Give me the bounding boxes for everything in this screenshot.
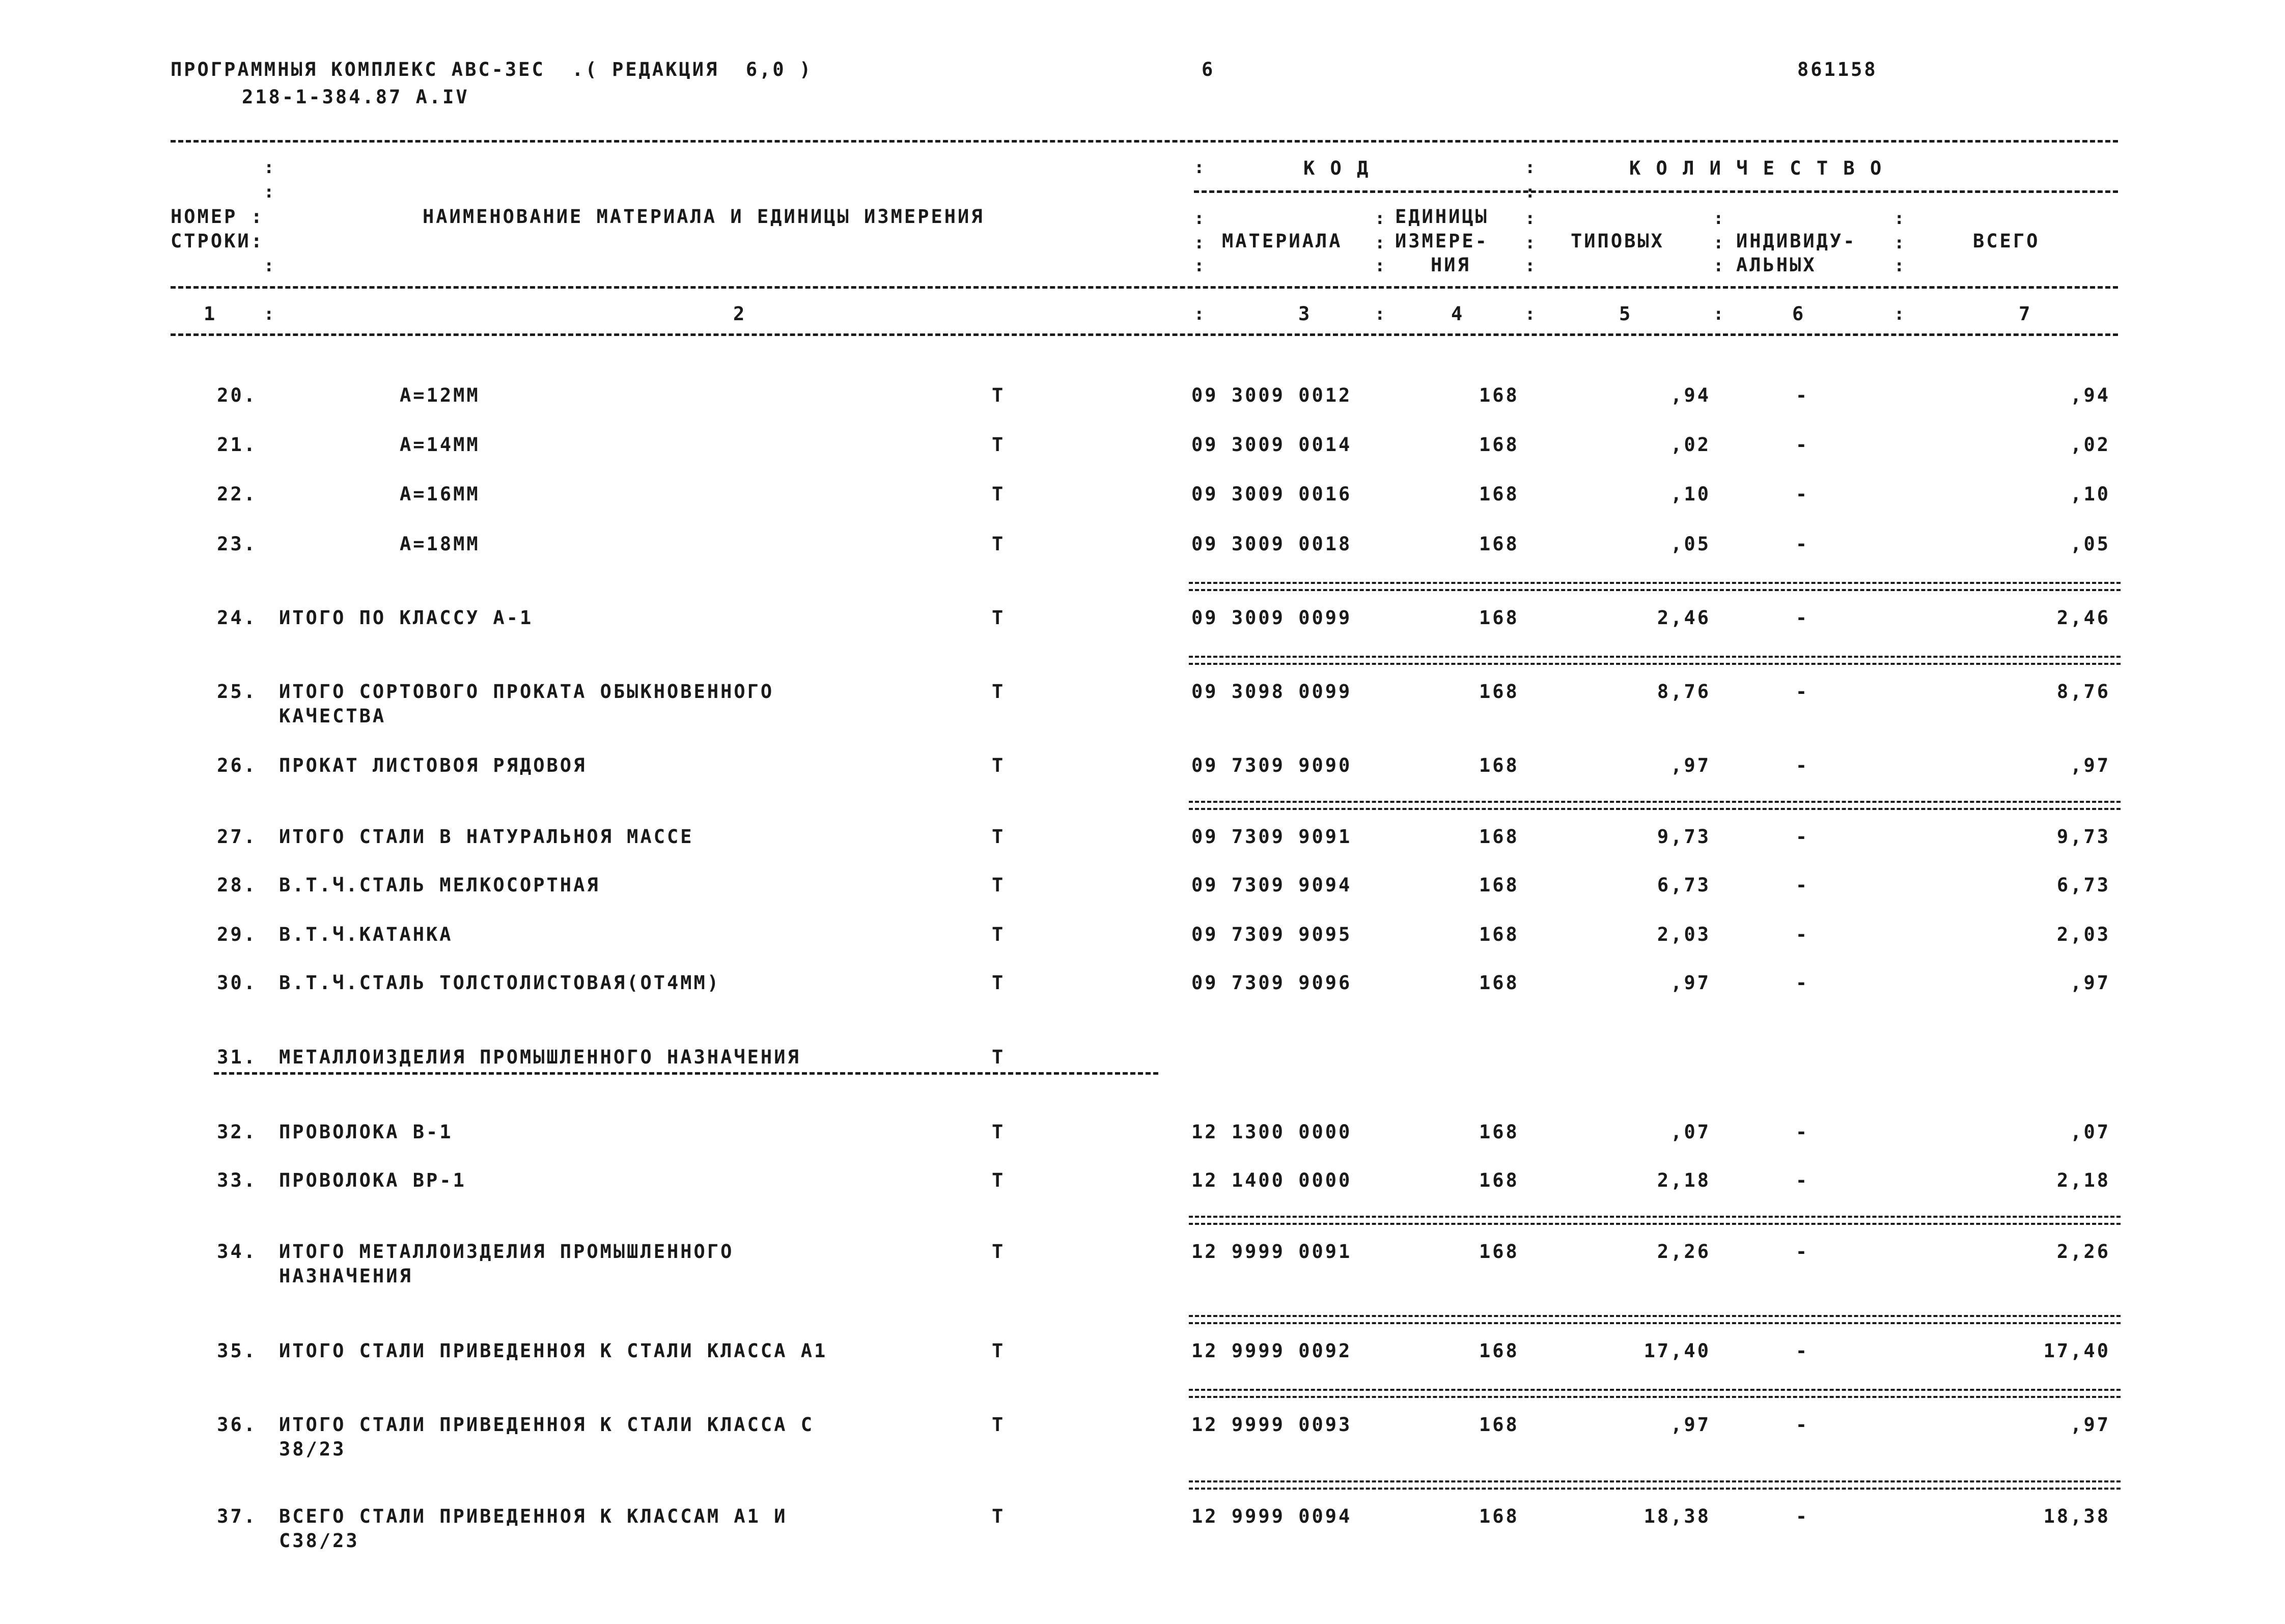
unit-code: 168 [1479,1414,1519,1436]
col-individual-label-1: ИНДИВИДУ- [1736,230,1857,252]
col-row-number-label-1: НОМЕР : [171,206,264,228]
material-code: 09 3009 0099 [1191,607,1352,629]
material-name-cont: КАЧЕСТВА [279,705,386,727]
material-name: ПРОВОЛОКА ВР-1 [279,1169,466,1191]
total-separator [1189,1315,2121,1324]
material-code: 09 7309 9091 [1191,826,1352,848]
document-code: 218-1-384.87 А.IV [242,86,469,108]
col-number-3: 3 [1298,303,1312,325]
row-number: 35. [217,1340,257,1362]
header-mid-rule [171,286,2118,289]
material-name: ИТОГО СТАЛИ ПРИВЕДЕННОЯ К СТАЛИ КЛАССА А1 [279,1340,828,1362]
material-name: ИТОГО СТАЛИ ПРИВЕДЕННОЯ К СТАЛИ КЛАССА С [279,1414,815,1436]
material-name: ПРОКАТ ЛИСТОВОЯ РЯДОВОЯ [279,754,587,776]
material-code: 12 9999 0091 [1191,1241,1352,1263]
col-number-5: 5 [1619,303,1633,325]
typical-quantity: 17,40 [1643,1340,1711,1362]
col-name-label: НАИМЕНОВАНИЕ МАТЕРИАЛА И ЕДИНИЦЫ ИЗМЕРЕНИЯ [423,206,985,228]
total-quantity: 2,26 [2056,1241,2110,1263]
typical-quantity: 6,73 [1657,874,1711,896]
total-quantity: ,05 [2070,533,2110,555]
unit-code: 168 [1479,972,1519,994]
individual-quantity: - [1795,972,1809,994]
material-code: 09 7309 9096 [1191,972,1352,994]
typical-quantity: 2,18 [1657,1169,1711,1191]
total-separator [1189,582,2121,591]
col-row-number-label-2: СТРОКИ: [171,230,264,252]
col-number-4: 4 [1451,303,1465,325]
unit-code: 168 [1479,826,1519,848]
material-code: 09 3009 0016 [1191,483,1352,505]
material-code: 09 3098 0099 [1191,681,1352,703]
unit-of-measure: Т [992,1121,1006,1143]
total-separator [1189,801,2121,810]
typical-quantity: 9,73 [1657,826,1711,848]
typical-quantity: 18,38 [1643,1505,1711,1527]
typical-quantity: 2,46 [1657,607,1711,629]
header-bottom-rule [171,333,2118,336]
unit-code: 168 [1479,533,1519,555]
individual-quantity: - [1795,1505,1809,1527]
unit-of-measure: Т [992,754,1006,776]
material-name: В.Т.Ч.СТАЛЬ МЕЛКОСОРТНАЯ [279,874,600,896]
material-name: ИТОГО ПО КЛАССУ А-1 [279,607,534,629]
material-code: 09 3009 0014 [1191,434,1352,456]
unit-of-measure: Т [992,1169,1006,1191]
material-code: 12 1300 0000 [1191,1121,1352,1143]
material-code: 09 7309 9094 [1191,874,1352,896]
unit-of-measure: Т [992,923,1006,945]
material-code: 09 7309 9095 [1191,923,1352,945]
typical-quantity: 2,03 [1657,923,1711,945]
unit-of-measure: Т [992,384,1006,406]
unit-of-measure: Т [992,483,1006,505]
material-name: А=18ММ [400,533,480,555]
total-quantity: 2,46 [2056,607,2110,629]
material-name: В.Т.Ч.КАТАНКА [279,923,453,945]
unit-code: 168 [1479,1169,1519,1191]
unit-code: 168 [1479,434,1519,456]
typical-quantity: ,05 [1670,533,1711,555]
individual-quantity: - [1795,1169,1809,1191]
total-quantity: ,02 [2070,434,2110,456]
row-number: 33. [217,1169,257,1191]
row-number: 24. [217,607,257,629]
material-code: 09 3009 0018 [1191,533,1352,555]
unit-code: 168 [1479,923,1519,945]
total-quantity: 8,76 [2056,681,2110,703]
individual-quantity: - [1795,874,1809,896]
unit-code: 168 [1479,1505,1519,1527]
row-number: 34. [217,1241,257,1263]
row-number: 22. [217,483,257,505]
material-name: МЕТАЛЛОИЗДЕЛИЯ ПРОМЫШЛЕННОГО НАЗНАЧЕНИЯ [279,1046,801,1068]
total-quantity: ,07 [2070,1121,2110,1143]
program-title: ПРОГРАММНЫЯ КОМПЛЕКС АВС-3ЕС .( РЕДАКЦИЯ 6,0 ) [171,59,813,80]
unit-code: 168 [1479,607,1519,629]
section-underline [214,1072,1158,1075]
unit-of-measure: Т [992,874,1006,896]
row-number: 37. [217,1505,257,1527]
total-quantity: 2,03 [2056,923,2110,945]
individual-quantity: - [1795,923,1809,945]
row-number: 28. [217,874,257,896]
typical-quantity: ,97 [1670,972,1711,994]
individual-quantity: - [1795,681,1809,703]
material-name: ИТОГО СТАЛИ В НАТУРАЛЬНОЯ МАССЕ [279,826,694,848]
material-code: 12 1400 0000 [1191,1169,1352,1191]
col-typical-label: ТИПОВЫХ [1571,230,1664,252]
material-code: 09 3009 0012 [1191,384,1352,406]
row-number: 27. [217,826,257,848]
header-top-rule [171,140,2118,143]
unit-of-measure: Т [992,972,1006,994]
col-unit-label-1: ЕДИНИЦЫ [1395,206,1489,228]
row-number: 23. [217,533,257,555]
row-number: 36. [217,1414,257,1436]
material-code: 12 9999 0093 [1191,1414,1352,1436]
unit-code: 168 [1479,874,1519,896]
material-name: А=16ММ [400,483,480,505]
col-number-6: 6 [1792,303,1806,325]
total-separator [1189,656,2121,665]
col-number-2: 2 [733,303,747,325]
total-quantity: 18,38 [2043,1505,2110,1527]
material-name: В.Т.Ч.СТАЛЬ ТОЛСТОЛИСТОВАЯ(ОТ4ММ) [279,972,721,994]
typical-quantity: ,07 [1670,1121,1711,1143]
unit-code: 168 [1479,384,1519,406]
total-quantity: ,94 [2070,384,2110,406]
row-number: 21. [217,434,257,456]
unit-of-measure: Т [992,533,1006,555]
unit-code: 168 [1479,483,1519,505]
document-number: 861158 [1797,59,1878,80]
total-quantity: ,10 [2070,483,2110,505]
typical-quantity: ,97 [1670,754,1711,776]
row-number: 26. [217,754,257,776]
total-quantity: 9,73 [2056,826,2110,848]
unit-of-measure: Т [992,434,1006,456]
unit-code: 168 [1479,681,1519,703]
material-code: 12 9999 0094 [1191,1505,1352,1527]
material-name-cont: НАЗНАЧЕНИЯ [279,1265,413,1287]
individual-quantity: - [1795,754,1809,776]
row-number: 25. [217,681,257,703]
material-name-cont: С38/23 [279,1530,359,1552]
total-quantity: 17,40 [2043,1340,2110,1362]
total-separator [1189,1216,2121,1225]
total-separator [1189,1480,2121,1490]
material-code: 09 7309 9090 [1191,754,1352,776]
row-number: 29. [217,923,257,945]
individual-quantity: - [1795,533,1809,555]
individual-quantity: - [1795,1121,1809,1143]
typical-quantity: 2,26 [1657,1241,1711,1263]
total-quantity: ,97 [2070,972,2110,994]
col-unit-label-2: ИЗМЕРЕ- [1395,230,1489,252]
individual-quantity: - [1795,483,1809,505]
material-name: ВСЕГО СТАЛИ ПРИВЕДЕННОЯ К КЛАССАМ А1 И [279,1505,788,1527]
unit-of-measure: Т [992,1505,1006,1527]
individual-quantity: - [1795,434,1809,456]
material-name: А=12ММ [400,384,480,406]
unit-of-measure: Т [992,1241,1006,1263]
col-individual-label-2: АЛЬНЫХ [1736,254,1817,276]
row-number: 20. [217,384,257,406]
total-quantity: ,97 [2070,1414,2110,1436]
unit-code: 168 [1479,1241,1519,1263]
unit-code: 168 [1479,754,1519,776]
col-total-label: ВСЕГО [1973,230,2040,252]
individual-quantity: - [1795,1340,1809,1362]
typical-quantity: ,02 [1670,434,1711,456]
individual-quantity: - [1795,1414,1809,1436]
material-name: ИТОГО СОРТОВОГО ПРОКАТА ОБЫКНОВЕННОГО [279,681,774,703]
individual-quantity: - [1795,1241,1809,1263]
row-number: 30. [217,972,257,994]
row-number: 31. [217,1046,257,1068]
col-number-7: 7 [2019,303,2032,325]
col-material-code-label: МАТЕРИАЛА [1222,230,1343,252]
unit-of-measure: Т [992,1340,1006,1362]
typical-quantity: 8,76 [1657,681,1711,703]
col-code-group-label: К О Д [1303,157,1371,179]
total-quantity: ,97 [2070,754,2110,776]
total-quantity: 6,73 [2056,874,2110,896]
page-number: 6 [1202,59,1215,80]
unit-code: 168 [1479,1340,1519,1362]
unit-of-measure: Т [992,826,1006,848]
header-group-rule [1194,190,2118,193]
material-code: 12 9999 0092 [1191,1340,1352,1362]
material-name-cont: 38/23 [279,1438,346,1460]
unit-of-measure: Т [992,607,1006,629]
individual-quantity: - [1795,826,1809,848]
col-number-1: 1 [204,303,217,325]
unit-of-measure: Т [992,1046,1006,1068]
typical-quantity: ,10 [1670,483,1711,505]
unit-code: 168 [1479,1121,1519,1143]
material-name: А=14ММ [400,434,480,456]
typical-quantity: ,97 [1670,1414,1711,1436]
col-unit-label-3: НИЯ [1431,254,1471,276]
individual-quantity: - [1795,607,1809,629]
individual-quantity: - [1795,384,1809,406]
total-quantity: 2,18 [2056,1169,2110,1191]
col-quantity-group-label: К О Л И Ч Е С Т В О [1629,157,1884,179]
unit-of-measure: Т [992,681,1006,703]
total-separator [1189,1389,2121,1398]
typical-quantity: ,94 [1670,384,1711,406]
row-number: 32. [217,1121,257,1143]
material-name: ПРОВОЛОКА В-1 [279,1121,453,1143]
material-name: ИТОГО МЕТАЛЛОИЗДЕЛИЯ ПРОМЫШЛЕННОГО [279,1241,734,1263]
unit-of-measure: Т [992,1414,1006,1436]
